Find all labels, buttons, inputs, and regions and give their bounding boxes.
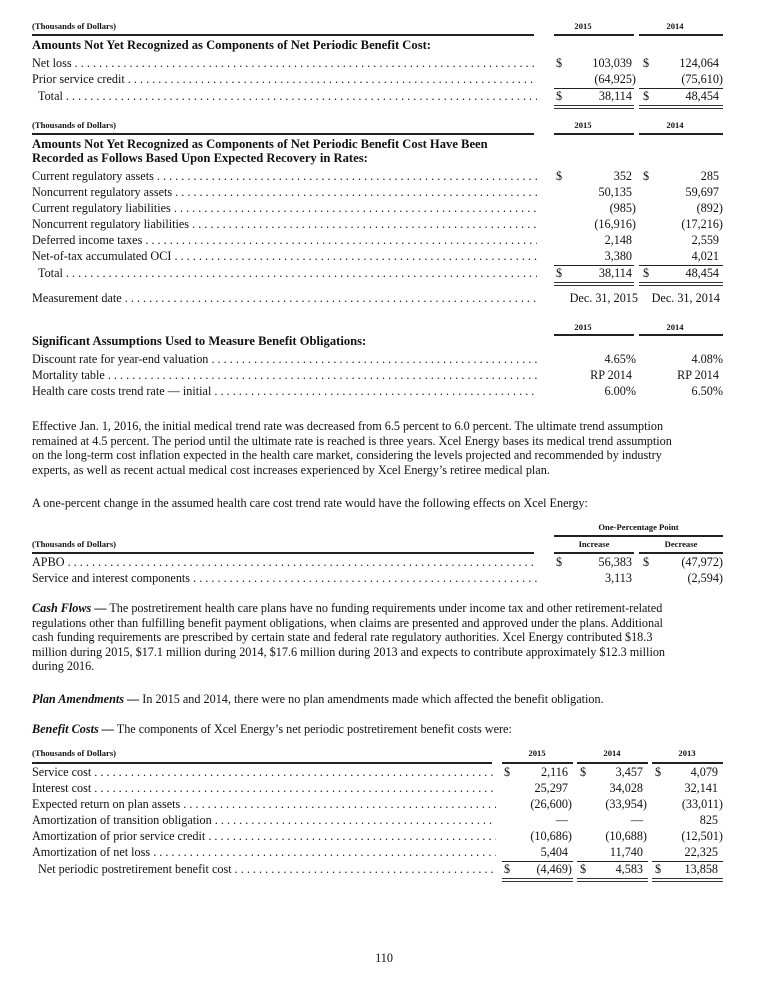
header-rule	[639, 334, 723, 336]
value-2014: RP 2014	[677, 368, 719, 382]
value-2014: (892)	[696, 201, 723, 215]
header-rule	[32, 34, 534, 36]
total-row	[32, 861, 732, 877]
paragraph-title: Plan Amendments —	[32, 692, 140, 706]
total-2015: 38,114	[598, 89, 632, 103]
group-header: One-Percentage Point	[598, 522, 679, 532]
page-number: 110	[375, 951, 393, 965]
double-rule	[577, 878, 648, 882]
dollar-sign: $	[556, 555, 563, 569]
total-2014: 48,454	[685, 266, 719, 280]
value-2015: 25,297	[534, 781, 568, 795]
value-2014: 6.50%	[691, 384, 723, 398]
value-2015: (64,925)	[594, 72, 636, 86]
row-label: Amortization of net loss	[32, 845, 151, 859]
table-row	[32, 796, 732, 812]
table-row	[32, 216, 732, 232]
dollar-sign: $	[643, 169, 650, 183]
value-2015: (985)	[609, 201, 636, 215]
value-2015: RP 2014	[590, 368, 632, 382]
row-label: Interest cost	[32, 781, 92, 795]
total-2015: (4,469)	[536, 862, 572, 876]
row-label: Amortization of transition obligation	[32, 813, 212, 827]
section-title: Amounts Not Yet Recognized as Components of Net Periodic Benefit Cost:	[32, 38, 431, 52]
value-2013: 825	[699, 813, 718, 827]
value-2014: 4,021	[691, 249, 719, 263]
table-row	[32, 248, 732, 264]
value-2014: 4.08%	[691, 352, 723, 366]
paragraph-title: Benefit Costs —	[32, 722, 114, 736]
table-row	[32, 764, 732, 780]
row-label: Current regulatory assets	[32, 169, 154, 183]
unit-header: (Thousands of Dollars)	[32, 21, 117, 31]
row-label: Noncurrent regulatory liabilities	[32, 217, 190, 231]
dollar-sign: $	[556, 266, 563, 280]
value-2015: (16,916)	[594, 217, 636, 231]
paragraph-one-percent: A one-percent change in the assumed health care cost trend rate would have the following effects on Xcel Energy:	[32, 496, 588, 510]
measurement-2014: Dec. 31, 2014	[651, 291, 720, 305]
dollar-sign: $	[504, 765, 511, 779]
row-label: Current regulatory liabilities	[32, 201, 171, 215]
row-label: Measurement date	[32, 291, 122, 305]
unit-header: (Thousands of Dollars)	[32, 539, 117, 549]
value-2015: 6.00%	[604, 384, 636, 398]
row-label: Noncurrent regulatory assets	[32, 185, 173, 199]
column-header-2015: 2015	[574, 21, 592, 31]
total-row	[32, 88, 732, 104]
column-header-2015: 2015	[574, 322, 592, 332]
column-header-2013: 2013	[678, 748, 696, 758]
row-label: Health care costs trend rate — initial	[32, 384, 212, 398]
value-2015: 4.65%	[604, 352, 636, 366]
measurement-2015: Dec. 31, 2015	[569, 291, 638, 305]
row-label: Net loss	[32, 56, 72, 70]
text-line: cash funding requirements are prescribed by certain state and federal rate regulatory authorities. Xcel Energy contributed $18.3	[32, 630, 653, 645]
value-2013: (12,501)	[681, 829, 723, 843]
double-rule	[554, 105, 634, 109]
paragraph-cash-flows	[32, 601, 722, 674]
total-2013: 13,858	[684, 862, 718, 876]
value-2015: (26,600)	[530, 797, 572, 811]
section-title: Significant Assumptions Used to Measure Benefit Obligations:	[32, 334, 367, 348]
value-2014: (10,688)	[605, 829, 647, 843]
measurement-date-row	[32, 290, 732, 306]
section-title-line2: Recorded as Follows Based Upon Expected Recovery in Rates:	[32, 151, 368, 165]
text-line: experts, as well as recent actual medical cost increases experienced by Xcel Energy’s retiree medical plan.	[32, 462, 550, 477]
paragraph-benefit-costs	[32, 722, 722, 737]
table-row	[32, 351, 732, 367]
table-row	[32, 812, 732, 828]
total-row	[32, 265, 732, 281]
value-2014: 124,064	[679, 56, 719, 70]
value-2014: (33,954)	[605, 797, 647, 811]
header-rule	[554, 334, 634, 336]
total-2014: 4,583	[615, 862, 643, 876]
row-label: Deferred income taxes	[32, 233, 143, 247]
row-label: Expected return on plan assets	[32, 797, 181, 811]
total-2014: 48,454	[685, 89, 719, 103]
paragraph-trend-rate	[32, 419, 722, 477]
value-2014: (17,216)	[681, 217, 723, 231]
paragraph-plan-amendments	[32, 692, 722, 707]
double-rule	[554, 282, 634, 286]
dollar-sign: $	[556, 89, 563, 103]
value-2014: 3,457	[615, 765, 643, 779]
total-2015: 38,114	[598, 266, 632, 280]
value-2015: 2,148	[604, 233, 632, 247]
table-row	[32, 184, 732, 200]
table-row	[32, 383, 732, 399]
paragraph-text: In 2015 and 2014, there were no plan amendments made which affected the benefit obligation.	[139, 692, 604, 706]
row-label: Prior service credit	[32, 72, 125, 86]
value-2015: —	[555, 813, 568, 827]
dollar-sign: $	[556, 56, 563, 70]
row-label: Discount rate for year-end valuation	[32, 352, 209, 366]
unit-header: (Thousands of Dollars)	[32, 748, 117, 758]
dollar-sign: $	[580, 765, 587, 779]
table-row	[32, 844, 732, 860]
column-header-increase: Increase	[578, 539, 610, 549]
text-line: on the long-term cost inflation expected in the health care market, considering the levels projected and recommended by industry	[32, 448, 662, 463]
dollar-sign: $	[643, 89, 650, 103]
value-2015: 50,135	[598, 185, 632, 199]
text-line: million during 2015, $17.1 million during 2014, $17.6 million during 2013 and expects to contribute approximately $12.3 million	[32, 644, 666, 659]
paragraph-text: The components of Xcel Energy’s net periodic postretirement benefit costs were:	[113, 722, 512, 736]
table-row	[32, 55, 732, 71]
header-rule	[32, 133, 534, 135]
dollar-sign: $	[504, 862, 511, 876]
value-2013: 32,141	[684, 781, 718, 795]
value-2014: 285	[700, 169, 719, 183]
value-2014: —	[630, 813, 643, 827]
group-rule	[554, 535, 723, 537]
double-rule	[639, 282, 723, 286]
column-header-2014: 2014	[666, 120, 684, 130]
text-line: Effective Jan. 1, 2016, the initial medical trend rate was decreased from 6.5 percent to 6.0 percent. The ultimate trend assumption	[32, 419, 664, 433]
value-2015: (10,686)	[530, 829, 572, 843]
dollar-sign: $	[556, 169, 563, 183]
dollar-sign: $	[655, 862, 662, 876]
value-2014: 2,559	[691, 233, 719, 247]
value-increase: 3,113	[605, 571, 632, 585]
table-row	[32, 200, 732, 216]
table-row	[32, 71, 732, 87]
unit-header: (Thousands of Dollars)	[32, 120, 117, 130]
dollar-sign: $	[643, 555, 650, 569]
column-header-decrease: Decrease	[664, 539, 698, 549]
column-header-2014: 2014	[666, 322, 684, 332]
value-2014: 11,740	[609, 845, 643, 859]
column-header-2014: 2014	[666, 21, 684, 31]
table-row	[32, 570, 732, 586]
table-row	[32, 828, 732, 844]
header-rule	[554, 34, 634, 36]
row-label: Mortality table	[32, 368, 105, 382]
row-label: Net-of-tax accumulated OCI	[32, 249, 172, 263]
section-title-line1: Amounts Not Yet Recognized as Components of Net Periodic Benefit Cost Have Been	[32, 137, 488, 151]
row-label: Amortization of prior service credit	[32, 829, 206, 843]
value-decrease: (2,594)	[687, 571, 723, 585]
value-2014: (75,610)	[681, 72, 723, 86]
row-label: Net periodic postretirement benefit cost	[38, 862, 232, 876]
value-2015: 103,039	[592, 56, 632, 70]
value-2015: 5,404	[540, 845, 568, 859]
row-label: Total	[38, 89, 63, 103]
dollar-sign: $	[580, 862, 587, 876]
value-2013: (33,011)	[681, 797, 723, 811]
header-rule	[639, 34, 723, 36]
column-header-2015: 2015	[574, 120, 592, 130]
value-2014: 34,028	[609, 781, 643, 795]
value-2015: 352	[613, 169, 632, 183]
text-line: remained at 4.5 percent. The period until the ultimate rate is reached is three years. Xcel Energy bases its medical trend assumption	[32, 433, 672, 448]
double-rule	[639, 105, 723, 109]
dollar-sign: $	[655, 765, 662, 779]
value-decrease: (47,972)	[681, 555, 723, 569]
table-row	[32, 780, 732, 796]
value-increase: 56,383	[598, 555, 632, 569]
value-2013: 4,079	[690, 765, 718, 779]
table-row	[32, 554, 732, 570]
row-label: Service and interest components	[32, 571, 191, 585]
table-row	[32, 367, 732, 383]
text-line: The postretirement health care plans have no funding requirements under income tax and other retirement-related	[106, 601, 663, 615]
paragraph-title: Cash Flows —	[32, 601, 107, 615]
column-header-2015: 2015	[528, 748, 546, 758]
value-2013: 22,325	[684, 845, 718, 859]
dollar-sign: $	[643, 56, 650, 70]
row-label: Total	[38, 266, 63, 280]
row-label: APBO	[32, 555, 65, 569]
text-line: during 2016.	[32, 659, 95, 674]
value-2014: 59,697	[685, 185, 719, 199]
dollar-sign: $	[643, 266, 650, 280]
text-line: regulations other than fulfilling benefit payment obligations, when claims are presented and approved under the plans. Additional	[32, 615, 663, 630]
column-header-2014: 2014	[603, 748, 621, 758]
double-rule	[652, 878, 723, 882]
header-rule	[554, 133, 634, 135]
table-row	[32, 232, 732, 248]
value-2015: 2,116	[541, 765, 568, 779]
double-rule	[502, 878, 573, 882]
header-rule	[639, 133, 723, 135]
table-row	[32, 168, 732, 184]
row-label: Service cost	[32, 765, 92, 779]
value-2015: 3,380	[604, 249, 632, 263]
